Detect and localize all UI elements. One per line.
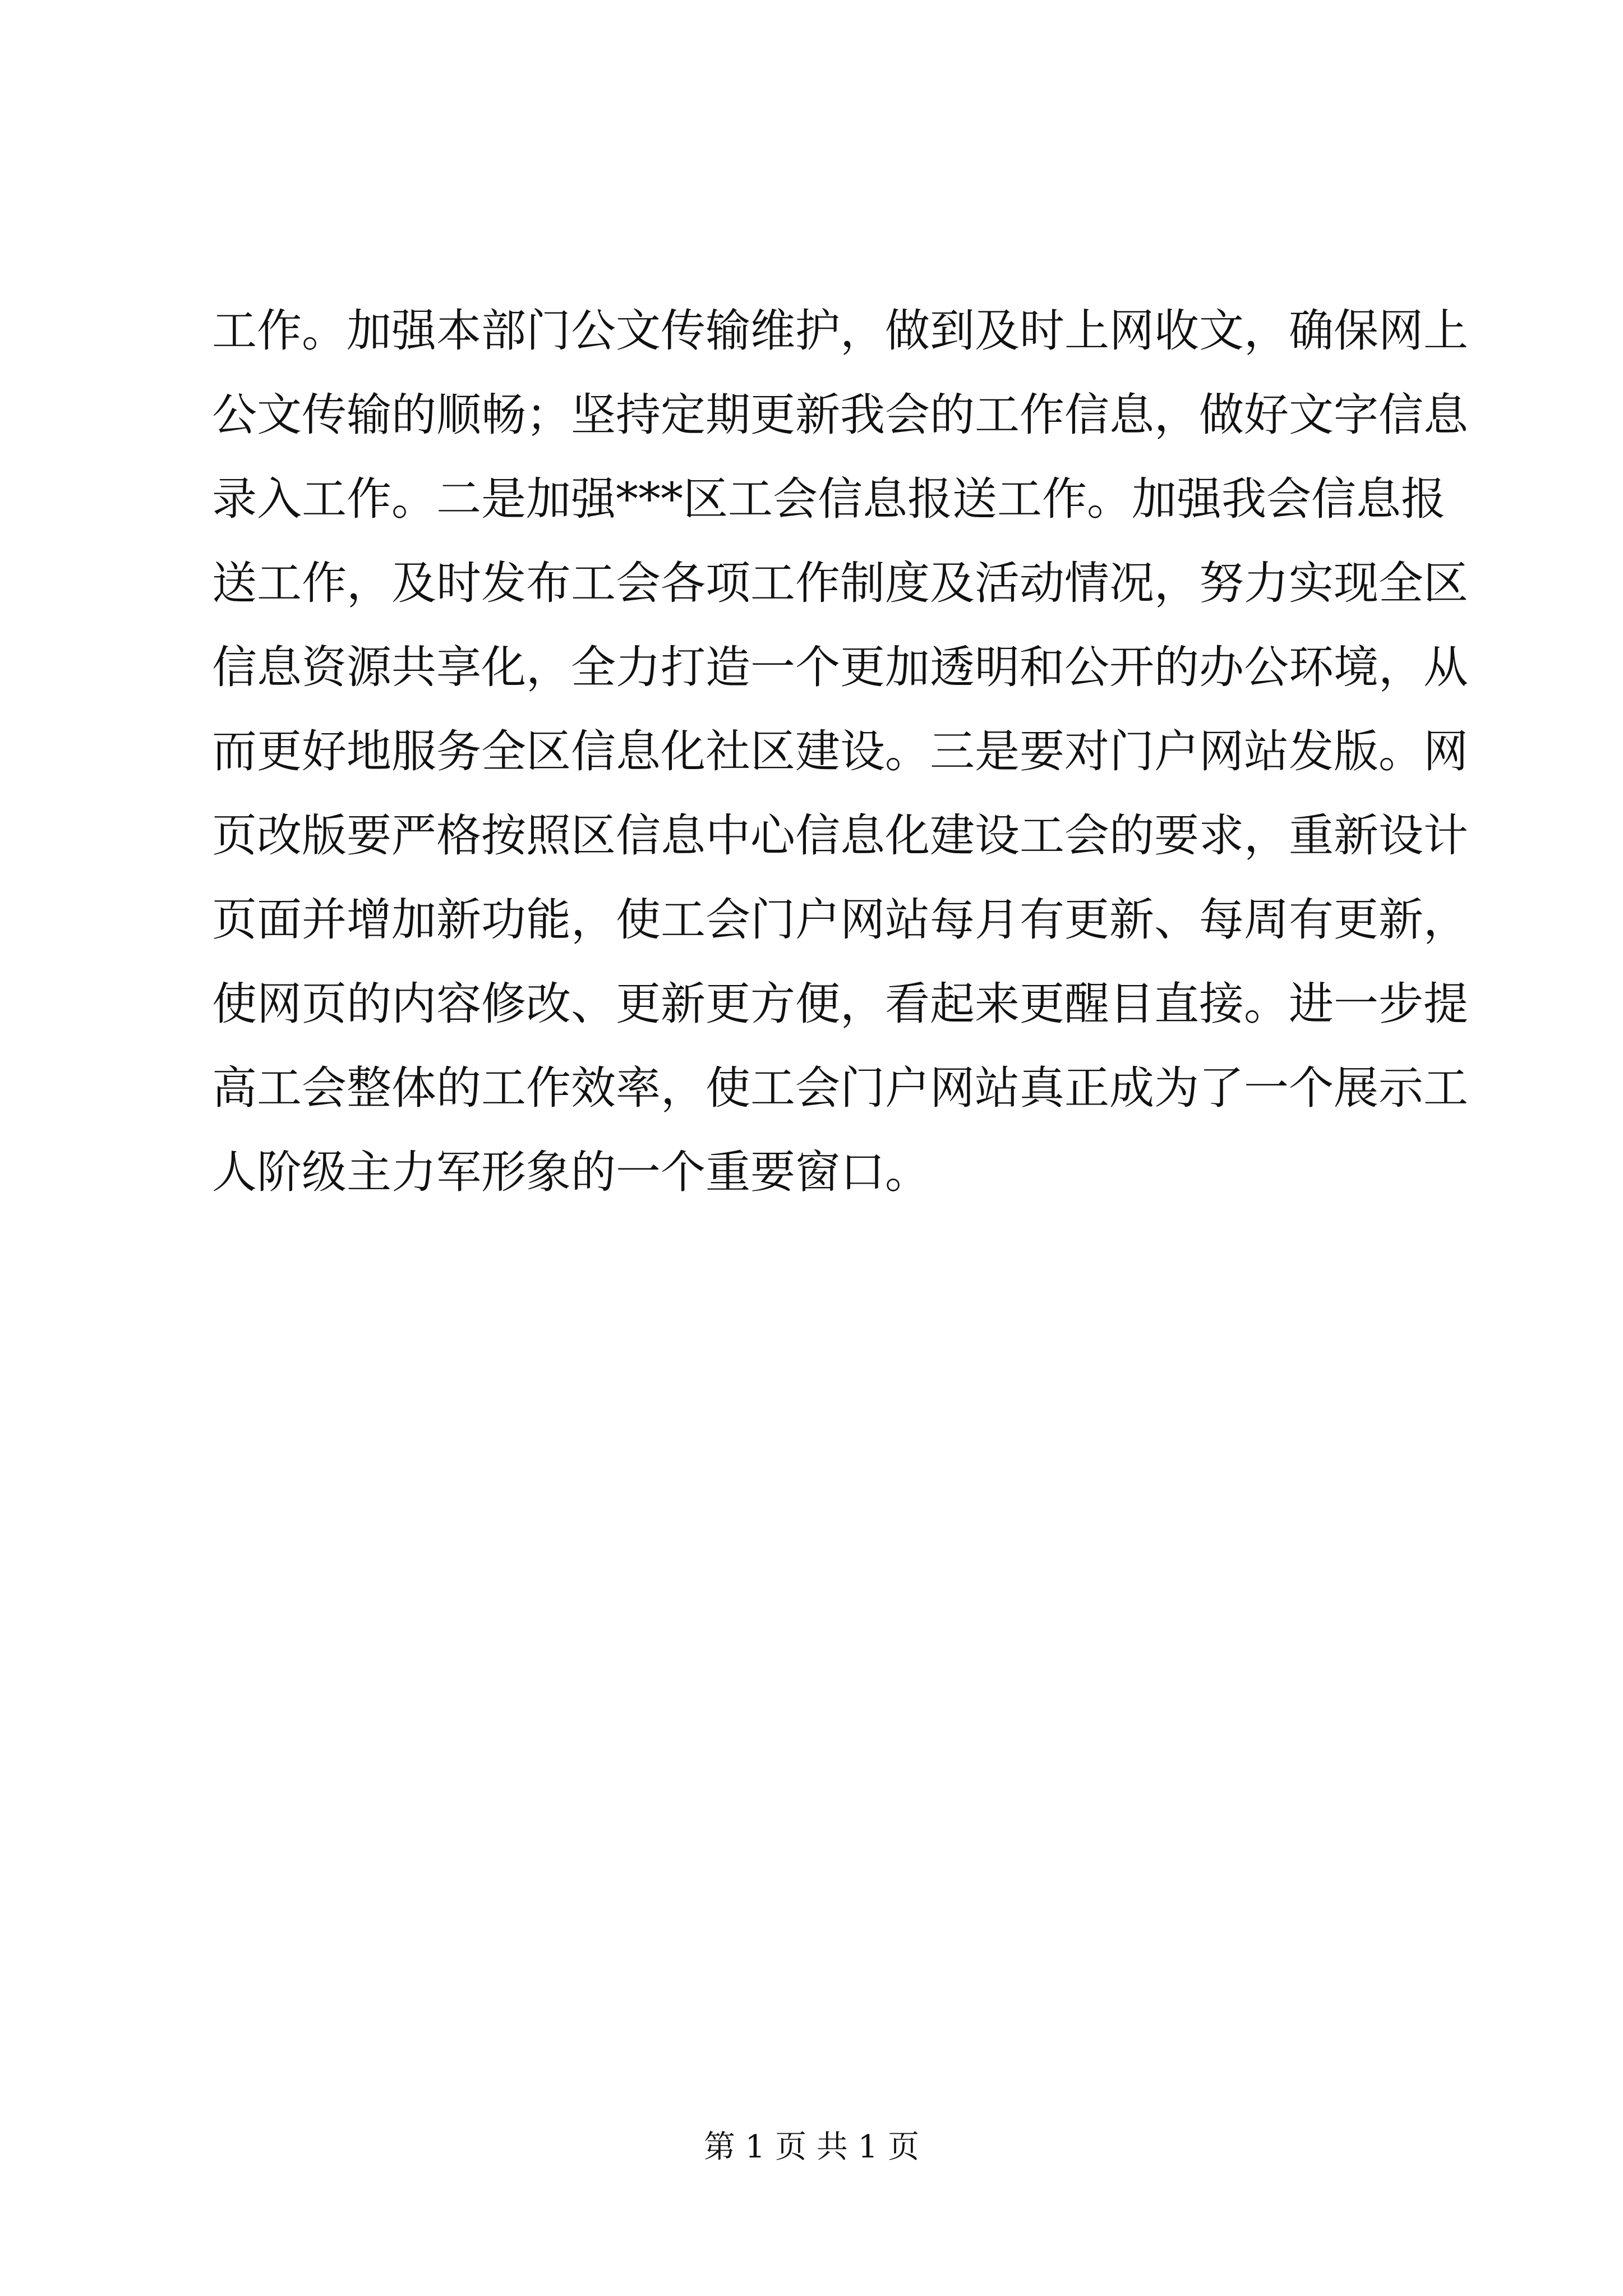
text-line: 页面并增加新功能，使工会门户网站每月有更新、每周有更新， — [212, 894, 1468, 946]
text-line: 使网页的内容修改、更新更方便，看起来更醒目直接。进一步提 — [212, 978, 1468, 1030]
page-footer — [0, 2125, 1623, 2170]
text-line: 而更好地服务全区信息化社区建设。三是要对门户网站发版。网 — [212, 725, 1468, 777]
page-number: 第 1 页 共 1 页 — [703, 2129, 920, 2165]
text-line: 送工作，及时发布工会各项工作制度及活动情况，努力实现全区 — [212, 557, 1468, 609]
body-paragraph — [212, 289, 1468, 1214]
text-line: 人阶级主力军形象的一个重要窗口。 — [212, 1146, 930, 1198]
text-line: 页改版要严格按照区信息中心信息化建设工会的要求，重新设计 — [212, 809, 1468, 862]
text-line: 公文传输的顺畅；坚持定期更新我会的工作信息，做好文字信息 — [212, 389, 1468, 441]
text-line: 高工会整体的工作效率，使工会门户网站真正成为了一个展示工 — [212, 1062, 1468, 1114]
text-line: 工作。加强本部门公文传输维护，做到及时上网收文，确保网上 — [212, 305, 1468, 357]
text-line: 录入工作。二是加强***区工会信息报送工作。加强我会信息报 — [212, 473, 1446, 525]
text-line: 信息资源共享化，全力打造一个更加透明和公开的办公环境，从 — [212, 641, 1468, 693]
